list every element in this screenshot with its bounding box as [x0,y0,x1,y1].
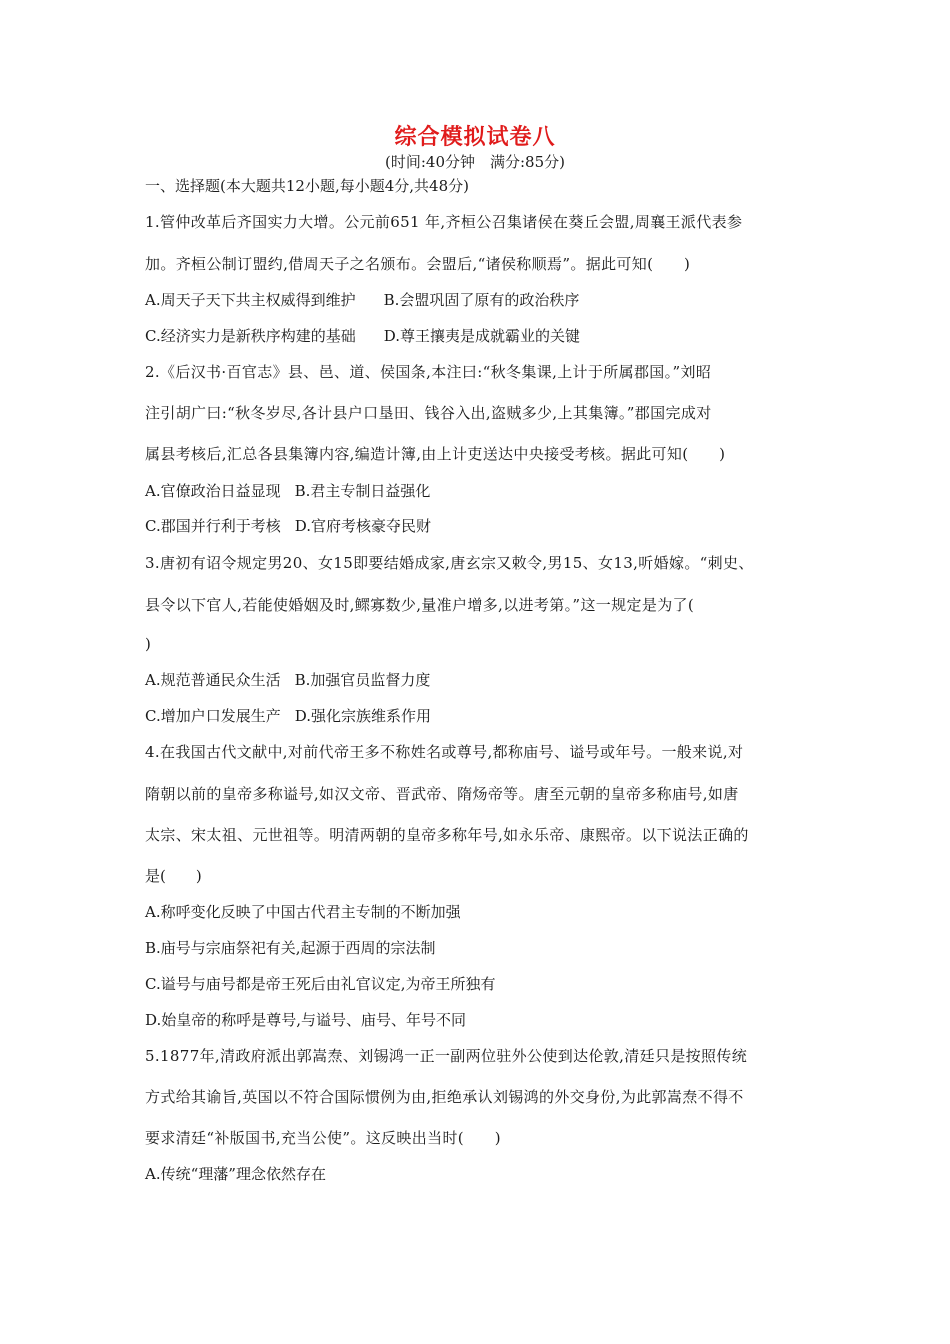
q1-stem-line-2: 加。齐桓公制订盟约,借周天子之名颁布。会盟后,“诸侯称顺焉”。据此可知( ) [145,255,691,273]
q2-option-a[interactable]: A.官僚政治日益显现 [145,482,281,500]
q1-options-row-2 [145,326,825,346]
q5-stem-line-1: 5.1877年,清政府派出郭嵩焘、刘锡鸿一正一副两位驻外公使到达伦敦,清廷只是按照传统 [145,1047,748,1065]
q3-stem-line-3: ) [145,635,151,653]
q2-stem-line-1: 2.《后汉书·百官志》县、邑、道、侯国条,本注曰:“秋冬集课,上计于所属郡国。”刘昭 [145,363,712,381]
q2-options-row-2 [145,516,825,536]
q2-options-row-1 [145,481,825,501]
exam-title: 综合模拟试卷八 [394,125,556,150]
q3-stem-line-1: 3.唐初有诏令规定男20、女15即要结婚成家,唐玄宗又敕令,男15、女13,听婚嫁。“刺史、 [145,554,754,572]
q2-stem-line-2: 注引胡广曰:“秋冬岁尽,各计县户口垦田、钱谷入出,盗贼多少,上其集簿。”郡国完成对 [145,404,712,422]
q5-stem-line-3: 要求清廷“补版国书,充当公使”。这反映出当时( ) [145,1129,501,1147]
q3-option-c[interactable]: C.增加户口发展生产 [145,707,281,725]
q4-stem-line-4: 是( ) [145,867,202,885]
q2-option-b[interactable]: B.君主专制日益强化 [294,482,431,500]
q3-options-row-1 [145,670,825,690]
q2-option-d[interactable]: D.官府考核豪夺民财 [294,517,431,535]
q4-stem-line-3: 太宗、宋太祖、元世祖等。明清两朝的皇帝多称年号,如永乐帝、康熙帝。以下说法正确的 [145,826,749,844]
q1-stem-line-1: 1.管仲改革后齐国实力大增。公元前651 年,齐桓公召集诸侯在葵丘会盟,周襄王派代表参 [145,213,743,231]
q3-option-a[interactable]: A.规范普通民众生活 [145,671,281,689]
q3-options-row-2 [145,706,825,726]
q1-option-a[interactable]: A.周天子天下共主权威得到维护 [145,291,356,309]
section-heading: 一、选择题(本大题共12小题,每小题4分,共48分) [145,177,469,195]
q3-option-d[interactable]: D.强化宗族维系作用 [294,707,431,725]
q3-stem-line-2: 县令以下官人,若能使婚姻及时,鳏寡数少,量准户增多,以进考第。”这一规定是为了( [145,596,695,614]
q4-stem-line-1: 4.在我国古代文献中,对前代帝王多不称姓名或尊号,都称庙号、谥号或年号。一般来说,对 [145,743,744,761]
q4-option-c[interactable]: C.谥号与庙号都是帝王死后由礼官议定,为帝王所独有 [145,975,496,993]
q1-option-b[interactable]: B.会盟巩固了原有的政治秩序 [383,291,580,309]
q1-option-c[interactable]: C.经济实力是新秩序构建的基础 [145,327,356,345]
q3-option-b[interactable]: B.加强官员监督力度 [294,671,431,689]
q2-stem-line-3: 属县考核后,汇总各县集簿内容,编造计簿,由上计吏送达中央接受考核。据此可知( ) [145,445,726,463]
exam-subtitle: (时间:40分钟 满分:85分) [385,153,565,171]
q4-stem-line-2: 隋朝以前的皇帝多称谥号,如汉文帝、晋武帝、隋炀帝等。唐至元朝的皇帝多称庙号,如唐 [145,785,739,803]
q1-option-d[interactable]: D.尊王攘夷是成就霸业的关键 [383,327,580,345]
q5-option-a[interactable]: A.传统“理藩”理念依然存在 [145,1165,326,1183]
q2-option-c[interactable]: C.郡国并行利于考核 [145,517,281,535]
q4-option-b[interactable]: B.庙号与宗庙祭祀有关,起源于西周的宗法制 [145,939,436,957]
q1-options-row-1 [145,290,825,310]
q4-option-d[interactable]: D.始皇帝的称呼是尊号,与谥号、庙号、年号不同 [145,1011,467,1029]
q4-option-a[interactable]: A.称呼变化反映了中国古代君主专制的不断加强 [145,903,461,921]
q5-stem-line-2: 方式给其谕旨,英国以不符合国际惯例为由,拒绝承认刘锡鸿的外交身份,为此郭嵩焘不得不 [145,1088,744,1106]
